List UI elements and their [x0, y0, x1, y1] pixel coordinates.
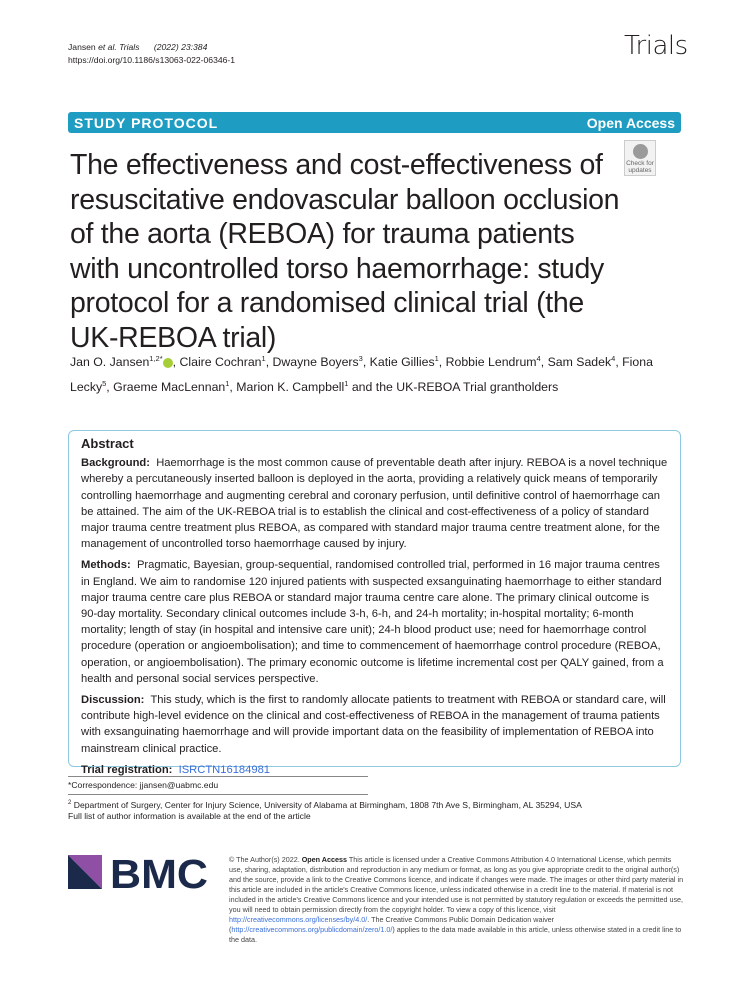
author-affiliation: 1	[344, 379, 349, 389]
author-name[interactable]: Sam Sadek	[547, 355, 612, 370]
check-updates-icon	[633, 144, 648, 159]
check-updates-label: Check for updates	[626, 160, 654, 174]
author-affiliation: 1	[261, 354, 266, 363]
article-type: STUDY PROTOCOL	[74, 114, 219, 131]
header-etal: et al.	[98, 42, 117, 52]
bmc-logo-text: BMC	[110, 855, 208, 891]
author-name[interactable]: Dwayne Boyers	[272, 355, 359, 370]
registration-link[interactable]: ISRCTN16184981	[178, 763, 271, 776]
author-name[interactable]: Katie Gillies	[369, 355, 435, 370]
author-affiliation: 1	[225, 379, 230, 389]
author-affiliation: 3	[358, 354, 363, 363]
author-name[interactable]: Marion K. Campbell	[236, 380, 345, 395]
bmc-logo	[68, 855, 210, 891]
doi-link[interactable]: https://doi.org/10.1186/s13063-022-06346-1	[68, 55, 236, 65]
author-name[interactable]: Claire Cochran	[179, 355, 262, 370]
article-title: The effectiveness and cost-effectiveness of resuscitative endovascular balloon occlusion of the aorta (REBOA) for trauma patients with uncontrolled torso haemorrhage: study protocol for a randomised clinical trial (the UK-REBOA trial)	[70, 149, 620, 354]
header-journal: Trials	[119, 42, 140, 52]
author-name[interactable]: Graeme MacLennan	[113, 380, 226, 395]
affiliation-footnote: $^2$ Department of Surgery, Center for Injury Science, University of Alabama at Birmingham, 1808 7th Ave S, Birmingham, AL 35294, USA Full list of author information is available at the end of the article	[68, 799, 582, 822]
authors-tail: and the UK-REBOA Trial grantholders	[348, 380, 559, 395]
author-name[interactable]: Robbie Lendrum	[445, 355, 537, 370]
abstract-discussion: Discussion: This study, which is the first to randomly allocate patients to treatment with REBOA or standard care, will contribute high-level evidence on the clinical and cost-effectiveness of REBOA in the management of trauma patients with exsanguinating haemorrhage and will provide important data on the feasibility of implementation of REBOA into mainstream clinical practice.	[81, 694, 666, 755]
header-authors: Jansen	[68, 42, 96, 52]
author-affiliation: 1,2*	[149, 354, 163, 363]
footnote-divider	[68, 794, 368, 795]
header-citation: (2022) 23:384	[153, 42, 208, 52]
author-list: Jan O. Jansen$^{1,2*}$ , Claire Cochran$^1$, Dwayne Boyers$^3$, Katie Gillies$^1$, Robbie Lendrum$^4$, Sam Sadek$^4$, Fiona Lecky$^5$, Graeme MacLennan$^1$, Marion K. Campbell$^1$ and the UK-REBOA Trial grantholders	[70, 354, 653, 395]
author-affiliation: 5	[102, 379, 107, 389]
correspondence: *Correspondence: jjansen@uabmc.edu	[68, 780, 219, 790]
author-affiliation: 1	[434, 354, 439, 363]
open-access-label: Open Access	[586, 114, 675, 131]
orcid-icon[interactable]	[163, 358, 173, 368]
running-header	[68, 41, 235, 67]
author-affiliation: 4	[611, 354, 616, 363]
footnote-divider	[68, 776, 368, 777]
license-statement: © The Author(s) 2022. Open Access This article is licensed under a Creative Commons Attribution 4.0 International License, which permits use, sharing, adaptation, distribution and reproduction in any medium or format, as long as you give appropriate credit to the original author(s) and the source, provide a link to the Creative Commons licence, and indicate if changes were made. The images or other third party material in this article are included in the article's Creative Commons licence, unless indicated otherwise in a credit line to the material. If material is not included in the article's Creative Commons licence and your intended use is not permitted by statutory regulation or exceeds the permitted use, you will need to obtain permission directly from the copyright holder. To view a copy of this licence, visit http://creativecommons.org/licenses/by/4.0/. The Creative Commons Public Domain Dedication waiver (http://creativecommons.org/publicdomain/zero/1.0/) applies to the data made available in this article, unless otherwise stated in a credit line to the data.	[229, 855, 684, 944]
author-name[interactable]: Jan O. Jansen	[70, 355, 150, 370]
author-info-note: Full list of author information is available at the end of the article	[68, 811, 311, 822]
cc-by-link[interactable]: http://creativecommons.org/licenses/by/4.0/	[229, 915, 368, 924]
abstract-methods: Methods: Pragmatic, Bayesian, group-sequential, randomised controlled trial, performed in 16 major trauma centres in England. We aim to randomise 120 injured patients with suspected exsanguinating haemorrhage to either standard major trauma centre care plus REBOA or standard major trauma centre care alone. The primary clinical outcome is 90-day mortality. Secondary clinical outcomes include 3-h, 6-h, and 24-h mortality; in-hospital mortality; 6-month mortality; length of stay (in hospital and intensive care unit); 24-h blood product use; need for haemorrhage control procedure (operation or angioembolisation); and time to commencement of haemorrhage control procedure (REBOA, operation, or angioembolisation). The primary economic outcome is lifetime incremental cost per QALY gained, from a health and personal social services perspective.	[81, 559, 664, 685]
article-type-banner	[68, 112, 681, 133]
journal-name: Trials	[624, 31, 688, 61]
abstract-box	[68, 430, 681, 776]
cc0-link[interactable]: http://creativecommons.org/publicdomain/zero/1.0/	[231, 925, 393, 934]
abstract-heading: Abstract	[81, 436, 134, 451]
author-affiliation: 4	[536, 354, 541, 363]
author-name[interactable]: Fiona Lecky	[70, 355, 653, 395]
abstract-registration: Trial registration: ISRCTN16184981	[81, 763, 271, 776]
abstract-background: Background: Haemorrhage is the most common cause of preventable death after injury. REBOA is a novel technique whereby a percutaneously inserted balloon is deployed in the aorta, providing a relatively quick means of temporarily controlling haemorrhage and augmenting cerebral and coronary perfusion, until definitive control of haemorrhage can be attained. The aim of the UK-REBOA trial is to establish the clinical and cost-effectiveness of a policy of standard major trauma centre treatment plus REBOA, as compared with standard major trauma centre treatment alone, for the management of uncontrolled torso haemorrhage caused by injury.	[81, 457, 668, 551]
